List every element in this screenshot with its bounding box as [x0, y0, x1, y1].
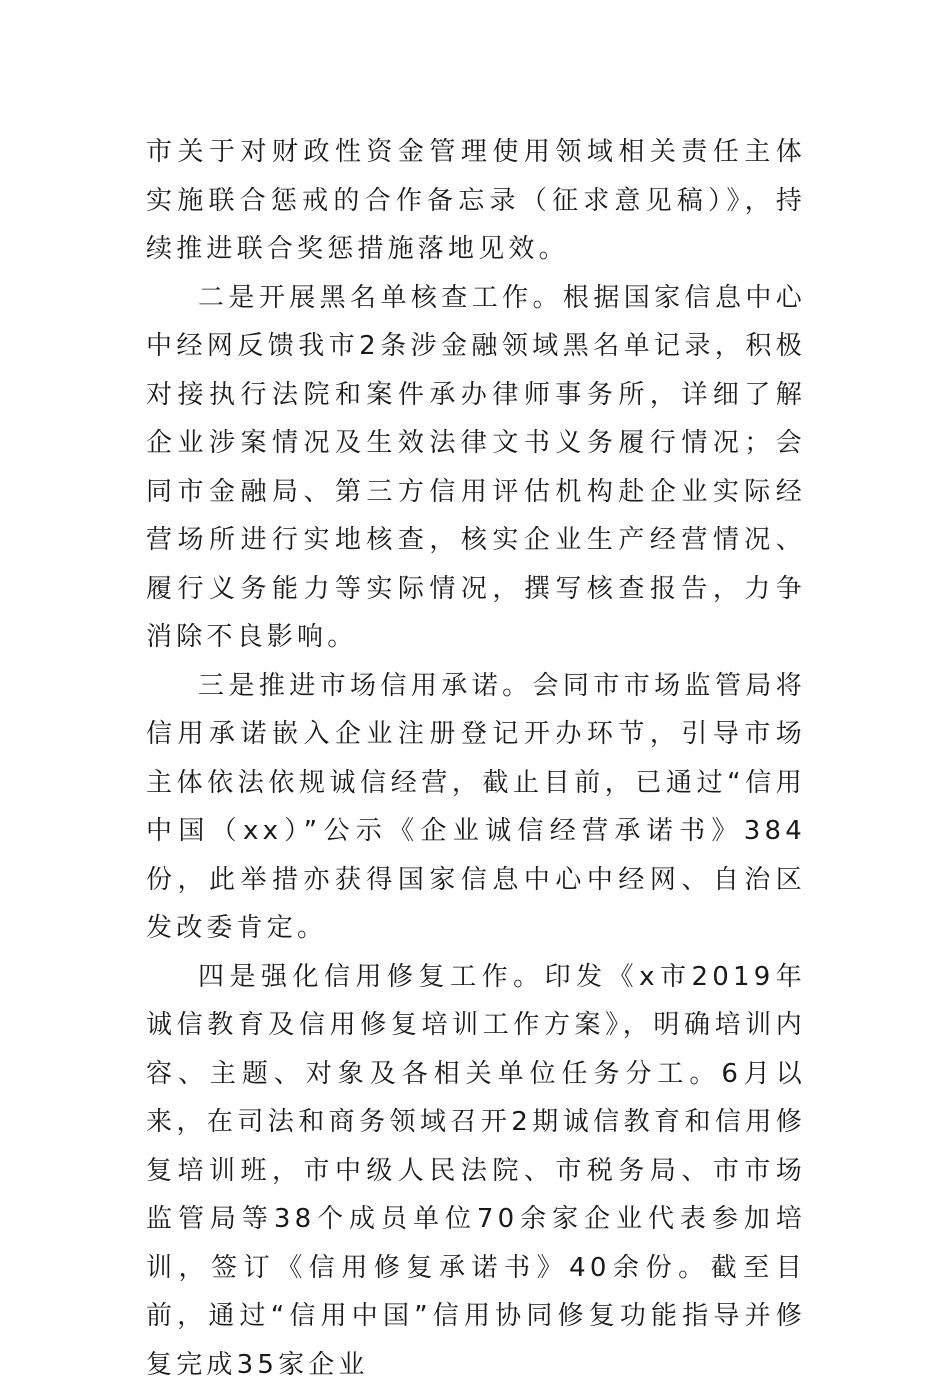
paragraph-credit-commitment: 三是推进市场信用承诺。会同市市场监管局将信用承诺嵌入企业注册登记开办环节，引导市场主体依法依规诚信经营，截止目前，已通过“信用中国（xx）”公示《企业诚信经营承诺书》384份，此举措亦获得国家信息中心中经网、自治区发改委肯定。	[146, 662, 806, 953]
paragraph-credit-repair: 四是强化信用修复工作。印发《x市2019年诚信教育及信用修复培训工作方案》，明确培训内容、主题、对象及各相关单位任务分工。6月以来，在司法和商务领域召开2期诚信教育和信用修复培训班，市中级人民法院、市税务局、市市场监管局等38个成员单位70余家企业代表参加培训，签订《信用修复承诺书》40余份。截至目前，通过“信用中国”信用协同修复功能指导并修复完成35家企业	[146, 953, 806, 1389]
paragraph-continuation: 市关于对财政性资金管理使用领域相关责任主体实施联合惩戒的合作备忘录（征求意见稿）》，持续推进联合奖惩措施落地见效。	[146, 128, 806, 274]
document-body	[146, 128, 806, 1389]
paragraph-blacklist-check: 二是开展黑名单核查工作。根据国家信息中心中经网反馈我市2条涉金融领域黑名单记录，积极对接执行法院和案件承办律师事务所，详细了解企业涉案情况及生效法律文书义务履行情况；会同市金融局、第三方信用评估机构赴企业实际经营场所进行实地核查，核实企业生产经营情况、履行义务能力等实际情况，撰写核查报告，力争消除不良影响。	[146, 274, 806, 662]
